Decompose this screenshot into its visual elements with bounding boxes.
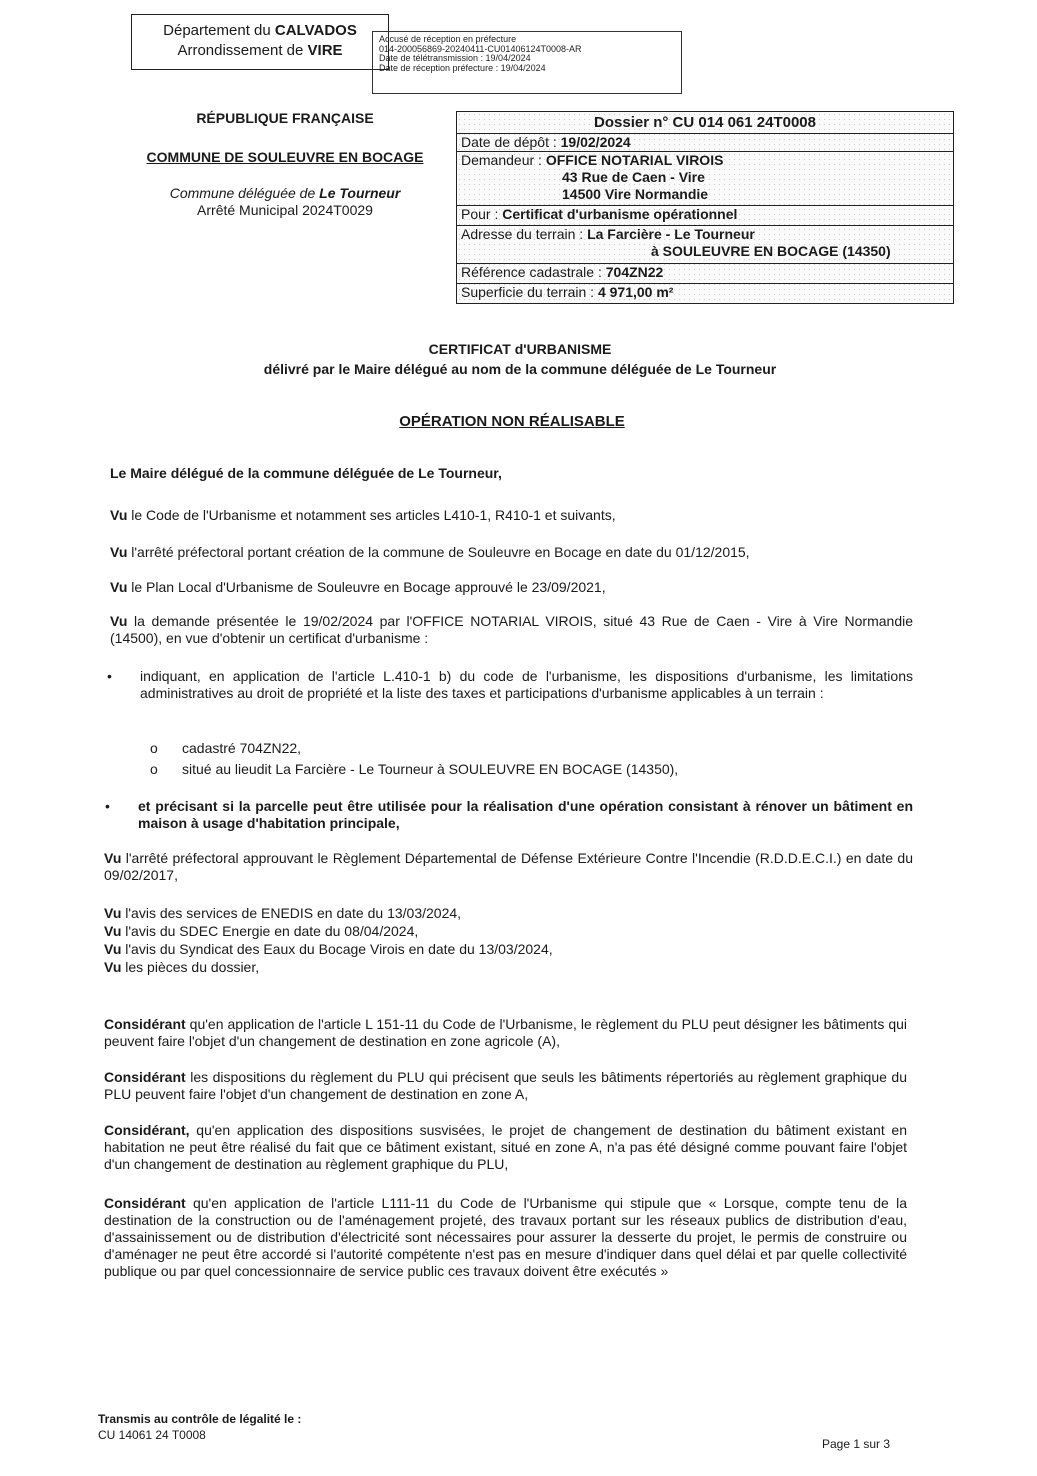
footer-transmis: Transmis au contrôle de légalité le : [98, 1412, 302, 1426]
vu-rddeci: Vu l'arrêté préfectoral approuvant le Règlement Départemental de Défense Extérieure Contre l'Incendie (R.D.D.E.C.I.) en date du 09/02/2017, [104, 850, 913, 883]
dossier-number: Dossier n° CU 014 061 24T0008 [457, 112, 953, 134]
dossier-superficie-row: Superficie du terrain : 4 971,00 m² [461, 284, 674, 300]
arrete-municipal: Arrêté Municipal 2024T0029 [197, 202, 373, 218]
vu-sdec: Vu l'avis du SDEC Energie en date du 08/04/2024, [104, 923, 419, 939]
decision-title: OPÉRATION NON RÉALISABLE [399, 413, 625, 430]
vu-arrete-creation: Vu l'arrêté préfectoral portant création de la commune de Souleuvre en Bocage en date du 01/12/2015, [110, 544, 750, 560]
sub-bullet-marker: o [150, 740, 158, 756]
dossier-depot-row: Date de dépôt : 19/02/2024 [457, 134, 953, 152]
arrondissement-line: Arrondissement de VIRE [177, 42, 343, 59]
commune-deleguee: Commune déléguée de Le Tourneur [169, 185, 401, 201]
sub-cadastre: cadastré 704ZN22, [182, 740, 302, 756]
bullet-precisant: et précisant si la parcelle peut être utilisée pour la réalisation d'une opération consistant à rénover un bâtiment en maison à usage d'habitation principale, [138, 798, 913, 831]
department-line: Département du CALVADOS [163, 22, 357, 39]
stamp-line-3: Date de télétransmission : 19/04/2024 [379, 53, 531, 63]
bullet-marker: • [107, 668, 112, 684]
bullet-indiquant: indiquant, en application de l'article L.410-1 b) du code de l'urbanisme, les dispositions d'urbanisme, les limitations administratives au droit de propriété et la liste des taxes et participations d'urbanisme applicables à un terrain : [140, 668, 913, 701]
bullet-marker: • [105, 798, 110, 814]
footer-reference: CU 14061 24 T0008 [98, 1428, 206, 1442]
commune-name: COMMUNE DE SOULEUVRE EN BOCAGE [146, 149, 424, 165]
certificat-subtitle: délivré par le Maire délégué au nom de la commune déléguée de Le Tourneur [263, 361, 777, 377]
maire-line: Le Maire délégué de la commune déléguée de Le Tourneur, [110, 465, 502, 481]
considerant-2: Considérant les dispositions du règlement du PLU qui précisent que seuls les bâtiments répertoriés au règlement graphique du PLU peuvent faire l'objet d'un changement de destination en zone A, [104, 1069, 907, 1102]
stamp-line-2: 014-200056869-20240411-CU01406124T0008-AR [379, 43, 582, 54]
department-box [131, 14, 389, 70]
vu-pieces: Vu les pièces du dossier, [104, 959, 260, 975]
stamp-line-1: Accusé de réception en préfecture [379, 34, 517, 44]
dossier-demandeur-row: Demandeur : OFFICE NOTARIAL VIROIS 43 Rue de Caen - Vire 14500 Vire Normandie [457, 152, 953, 206]
considerant-1: Considérant qu'en application de l'article L 151-11 du Code de l'Urbanisme, le règlement du PLU peut désigner les bâtiments qui peuvent faire l'objet d'un changement de destination en zone agricole (A), [104, 1016, 907, 1049]
vu-demande: Vu la demande présentée le 19/02/2024 par l'OFFICE NOTARIAL VIROIS, situé 43 Rue de Caen - Vire à Vire Normandie (14500), en vue d'obtenir un certificat d'urbanisme : [110, 613, 913, 646]
sub-bullet-marker: o [150, 761, 158, 777]
vu-enedis: Vu l'avis des services de ENEDIS en date du 13/03/2024, [104, 905, 462, 921]
vu-syndicat-eaux: Vu l'avis du Syndicat des Eaux du Bocage Virois en date du 13/03/2024, [104, 941, 553, 957]
dossier-pour-row: Pour : Certificat d'urbanisme opérationnel [457, 206, 953, 226]
stamp-line-4: Date de réception préfecture : 19/04/2024 [379, 62, 546, 73]
prefecture-receipt-stamp [372, 31, 682, 94]
vu-code-urbanisme: Vu le Code de l'Urbanisme et notamment ses articles L410-1, R410-1 et suivants, [110, 507, 616, 523]
dossier-reference-row: Référence cadastrale : 704ZN22 [457, 264, 953, 284]
dossier-info-box [456, 111, 954, 304]
republique-francaise: RÉPUBLIQUE FRANÇAISE [196, 110, 374, 126]
dossier-adresse-row: Adresse du terrain : La Farcière - Le Tourneur à SOULEUVRE EN BOCAGE (14350) [457, 226, 953, 264]
vu-plu: Vu le Plan Local d'Urbanisme de Souleuvre en Bocage approuvé le 23/09/2021, [110, 579, 606, 595]
page-number: Page 1 sur 3 [822, 1437, 891, 1451]
sub-situe: situé au lieudit La Farcière - Le Tourneur à SOULEUVRE EN BOCAGE (14350), [182, 761, 679, 777]
considerant-4: Considérant qu'en application de l'article L111-11 du Code de l'Urbanisme qui stipule que « Lorsque, compte tenu de la destination de la construction ou de l'aménagement projeté, des travaux portant sur les réseaux publics de distribution d'eau, d'assainissement ou de distribution d'électricité sont nécessaires pour assurer la desserte du projet, le permis de construire ou d'aménager ne peut être accordé si l'autorité compétente n'est pas en mesure d'indiquer dans quel délai et par quelle collectivité publique ou par quel concessionnaire de service public ces travaux doivent être exécutés » [104, 1195, 907, 1279]
certificat-title: CERTIFICAT d'URBANISME [428, 341, 612, 357]
considerant-3: Considérant, qu'en application des dispositions susvisées, le projet de changement de destination du bâtiment existant en habitation ne peut être réalisé du fait que ce bâtiment existant, situé en zone A, n'a pas été désigné comme pouvant faire l'objet d'un changement de destination au règlement graphique du PLU, [104, 1122, 907, 1172]
